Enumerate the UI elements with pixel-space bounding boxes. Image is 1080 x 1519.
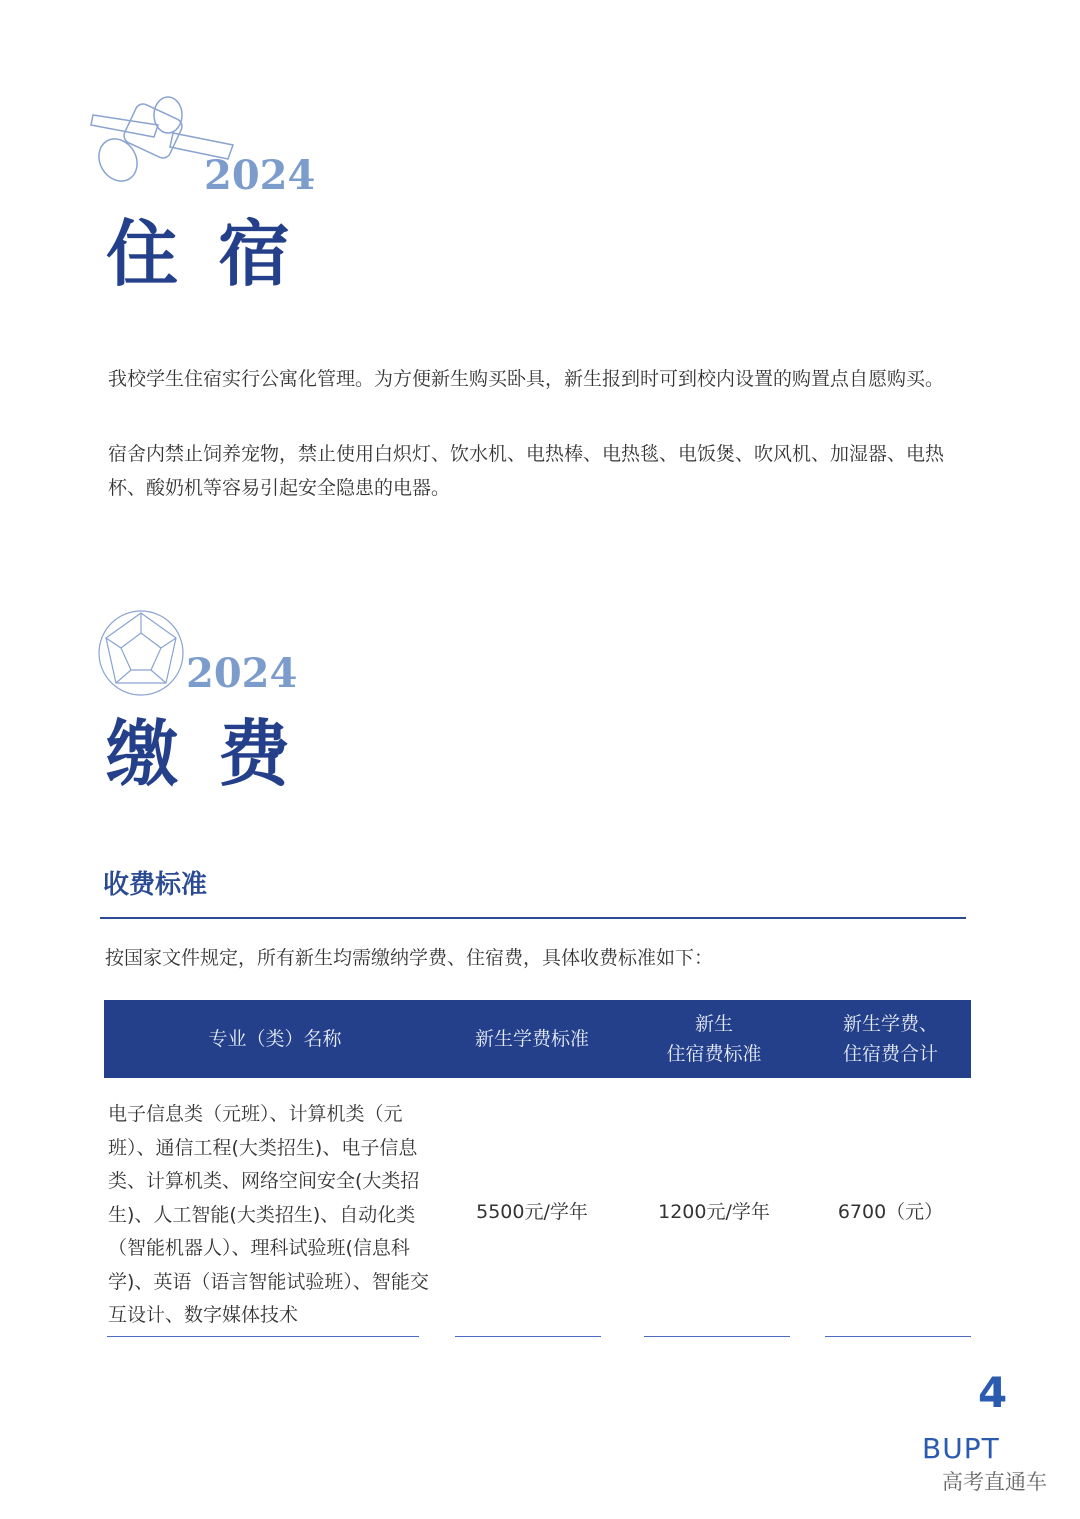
- geodesic-sphere-icon: [96, 608, 186, 698]
- cell-underline: [644, 1336, 790, 1337]
- header-total: 新生学费、 住宿费合计: [810, 1000, 971, 1078]
- housing-value: 1200元/学年: [658, 1200, 770, 1223]
- major-name: 电子信息类（元班）、计算机类（元班）、通信工程(大类招生)、电子信息类、计算机类、网络空间安全(大类招生)、人工智能(大类招生)、自动化类（智能机器人）、理科试验班(信息科学)、英语（语言智能试验班）、智能交互设计、数字媒体技术: [108, 1103, 429, 1326]
- fees-title: 缴费: [106, 712, 331, 796]
- cell-underline: [825, 1336, 971, 1337]
- total-value: 6700（元）: [837, 1200, 944, 1223]
- housing-paragraph-2: 宿舍内禁止饲养宠物，禁止使用白炽灯、饮水机、电热棒、电热毯、电饭煲、吹风机、加湿器、电热杯、酸奶机等容易引起安全隐患的电器。: [108, 443, 945, 499]
- header-tuition: 新生学费标准: [446, 1000, 618, 1078]
- housing-year: 2024: [204, 152, 316, 199]
- header-housing: 新生 住宿费标准: [618, 1000, 810, 1078]
- fees-intro: 按国家文件规定，所有新生均需缴纳学费、住宿费，具体收费标准如下：: [105, 947, 714, 969]
- table-row: [104, 1078, 971, 1343]
- housing-title: 住宿: [106, 212, 331, 296]
- fee-standard-heading: 收费标准: [103, 870, 208, 900]
- bupt-logo: BUPT: [922, 1432, 1000, 1465]
- tuition-value: 5500元/学年: [476, 1200, 588, 1223]
- housing-paragraph-1: 我校学生住宿实行公寓化管理。为方便新生购买卧具，新生报到时可到校内设置的购置点自愿购买。: [108, 368, 945, 390]
- fee-table: [104, 1000, 971, 1343]
- fees-year: 2024: [186, 650, 298, 697]
- tagline: 高考直通车: [942, 1470, 1047, 1494]
- divider: [100, 917, 966, 919]
- header-major: 专业（类）名称: [104, 1000, 446, 1078]
- page-number: 4: [978, 1368, 1008, 1417]
- cell-underline: [107, 1336, 419, 1337]
- table-header: [104, 1000, 971, 1078]
- cell-underline: [455, 1336, 601, 1337]
